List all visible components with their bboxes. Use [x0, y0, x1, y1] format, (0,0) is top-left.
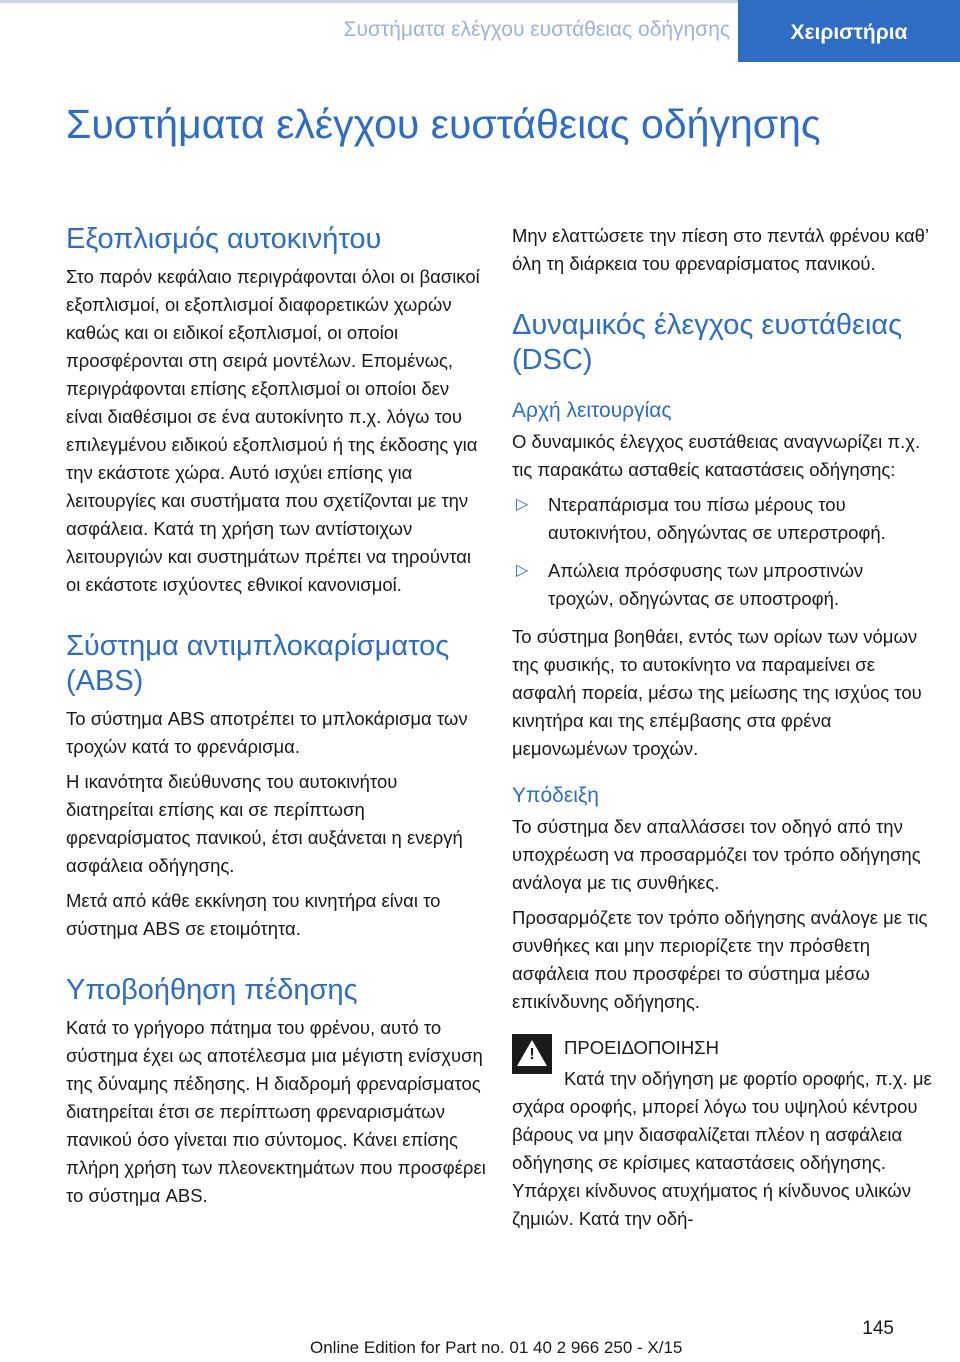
warning-text: Κατά την οδήγηση με φορτίο οροφής, π.χ. με σχάρα οροφής, μπορεί λόγω του υψηλού κέντρου βάρους να μην διασφαλίζεται πλέον η ασφάλεια οδήγησης σε κρίσιμες καταστάσεις οδήγησης. Υπάρχει κίνδυνος ατυχήματος ή κίνδυνος υλικών ζημιών. Κατά την οδή-: [512, 1068, 932, 1229]
note-paragraph-1: Το σύστημα δεν απαλλάσσει τον οδηγό από την υποχρέωση να προσαρμόζει τον τρόπο οδήγησης ανάλογα με τις συνθήκες.: [512, 816, 921, 893]
abs-heading: Σύστημα αντιμπλοκαρίσματος (ABS): [66, 630, 450, 697]
page-title: Συστήματα ελέγχου ευστάθειας οδήγησης: [66, 101, 821, 147]
unstable-situations-list: [512, 491, 932, 613]
warning-icon: [512, 1034, 552, 1074]
warning-exclamation: !: [529, 1046, 535, 1063]
list-item-text: Απώλεια πρόσφυσης των μπροστινών τροχών, οδηγώντας σε υποστροφή.: [548, 560, 864, 609]
abs-paragraph-3: Μετά από κάθε εκκίνηση του κινητήρα είναι το σύστημα ABS σε ετοιμότητα.: [66, 890, 441, 939]
abs-paragraph-1: Το σύστημα ABS αποτρέπει το μπλοκάρισμα των τροχών κατά το φρενάρισμα.: [66, 708, 468, 757]
list-item-text: Ντεραπάρισμα του πίσω μέρους του αυτοκινήτου, οδηγώντας σε υπερστροφή.: [548, 494, 886, 543]
running-chapter-title: Συστήματα ελέγχου ευστάθειας οδήγησης: [343, 18, 730, 41]
list-item: [512, 557, 932, 613]
section-tab: Χειριστήρια: [738, 0, 960, 62]
edition-footer: Online Edition for Part no. 01 40 2 966 250 - X/15: [310, 1338, 683, 1357]
note-heading: Υπόδειξη: [512, 784, 599, 807]
note-paragraph-2: Προσαρμόζετε τον τρόπο οδήγησης ανάλογε με τις συνθήκες και μην περιορίζετε την πρόσθετη ασφάλεια που προσφέρει το σύστημα μέσω επικίνδυνης οδήγησης.: [512, 907, 928, 1012]
dsc-paragraph-2: Το σύστημα βοηθάει, εντός των ορίων των νόμων της φυσικής, το αυτοκίνητο να παραμείνει σε ασφαλή πορεία, μέσω της μείωσης της ισχύος του κινητήρα και της επέμβασης στα φρένα μεμονωμένων τροχών.: [512, 626, 922, 759]
bullet-triangle-icon: ▷: [516, 562, 529, 579]
brake-assist-paragraph: Κατά το γρήγορο πάτημα του φρένου, αυτό το σύστημα έχει ως αποτέλεσμα μια μέγιστη ενίσχυση της δύναμης πέδησης. Η διαδρομή φρεναρίσματος διατηρείται έτσι σε περίπτωση φρεναρισμάτων πανικού όσο γίνεται πιο σύντομος. Κάνει επίσης πλήρη χρήση των πλεονεκτημάτων που προσφέρει το σύστημα ABS.: [66, 1017, 486, 1206]
brake-pedal-paragraph: Μην ελαττώσετε την πίεση στο πεντάλ φρένου καθ’ όλη τη διάρκεια του φρεναρίσματος πανικού.: [512, 225, 929, 274]
dsc-heading: Δυναμικός έλεγχος ευστάθειας (DSC): [512, 309, 903, 376]
brake-assist-heading: Υποβοήθηση πέδησης: [66, 974, 358, 1006]
warning-box: [512, 1034, 932, 1233]
right-column: [512, 222, 932, 1233]
page-header: [0, 0, 960, 62]
principle-heading: Αρχή λειτουργίας: [512, 399, 672, 422]
equipment-heading: Εξοπλισμός αυτοκινήτου: [66, 223, 382, 255]
warning-label: ΠΡΟΕΙΔΟΠΟΙΗΣΗ: [564, 1037, 719, 1058]
left-column: [66, 222, 486, 1217]
abs-paragraph-2: Η ικανότητα διεύθυνσης του αυτοκινήτου διατηρείται επίσης και σε περίπτωση φρεναρίσματος πανικού, έτσι αυξάνεται η ενεργή ασφάλεια οδήγησης.: [66, 771, 463, 876]
dsc-paragraph-1: Ο δυναμικός έλεγχος ευστάθειας αναγνωρίζει π.χ. τις παρακάτω ασταθείς καταστάσεις οδήγησης:: [512, 431, 921, 480]
equipment-paragraph: Στο παρόν κεφάλαιο περιγράφονται όλοι οι βασικοί εξοπλισμοί, οι εξοπλισμοί διαφορετικών χωρών καθώς και οι ειδικοί εξοπλισμοί, οι οποίοι προσφέρονται στη σειρά μοντέλων. Επομένως, περιγράφονται επίσης εξοπλισμοί οι οποίοι δεν είναι διαθέσιμοι σε ένα αυτοκίνητο π.χ. λόγω του επιλεγμένου ειδικού εξοπλισμού ή της έκδοσης για την εκάστοτε χώρα. Αυτό ισχύει επίσης για λειτουργίες και συστήματα που σχετίζονται με την ασφάλεια. Κατά τη χρήση των αντίστοιχων λειτουργιών και συστημάτων πρέπει να τηρούνται οι εκάστοτε ισχύοντες εθνικοί κανονισμοί.: [66, 266, 480, 595]
list-item: [512, 491, 932, 547]
page-number: 145: [862, 1318, 894, 1339]
bullet-triangle-icon: ▷: [516, 496, 529, 513]
